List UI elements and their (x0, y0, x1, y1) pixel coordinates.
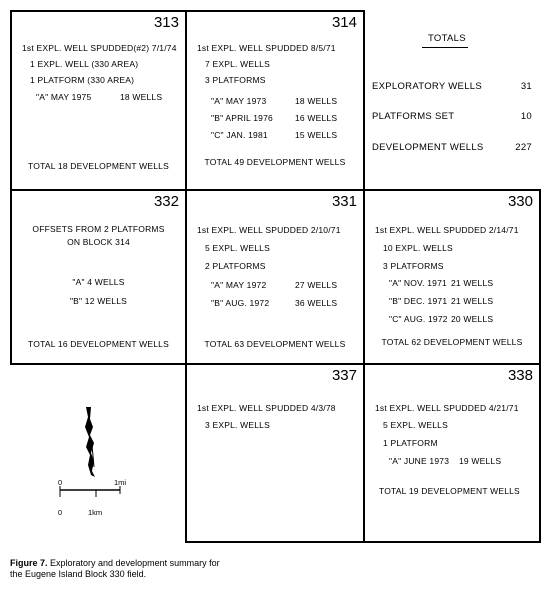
block-314 (185, 10, 365, 191)
scale-mi-end: 1mi (114, 478, 127, 487)
platform-date: "B" DEC. 1971 (389, 296, 448, 306)
platform-wells: 15 WELLS (295, 130, 338, 140)
platform-wells: 19 WELLS (459, 456, 502, 466)
platform-row (211, 298, 337, 308)
totals-value: 227 (515, 142, 532, 153)
totals-row (372, 111, 532, 122)
development-total: TOTAL 63 DEVELOPMENT WELLS (204, 339, 346, 349)
block-number: 332 (153, 193, 179, 210)
platform-row (389, 314, 493, 324)
platform-date: "A" MAY 1973 (211, 96, 267, 106)
expl-wells-text: 5 EXPL. WELLS (205, 243, 270, 253)
platforms-text: 1 PLATFORM (330 AREA) (30, 75, 135, 85)
totals-value: 10 (520, 111, 532, 122)
platform-wells: 27 WELLS (295, 280, 338, 290)
block-332 (10, 189, 187, 365)
platform-row (389, 278, 493, 288)
platform-wells: 20 WELLS (451, 314, 494, 324)
block-number: 331 (331, 193, 357, 210)
totals-label: EXPLORATORY WELLS (372, 81, 482, 92)
scale-mi-zero: 0 (58, 478, 63, 487)
caption-text-line1: Exploratory and development summary for (47, 558, 220, 568)
development-total: TOTAL 49 DEVELOPMENT WELLS (204, 157, 346, 167)
totals-label: DEVELOPMENT WELLS (372, 142, 484, 153)
first-well-text: 1st EXPL. WELL SPUDDED 8/5/71 (197, 43, 336, 53)
totals-title: TOTALS (428, 33, 466, 44)
platform-wells: 16 WELLS (295, 113, 338, 123)
platforms-text: 2 PLATFORMS (205, 261, 266, 271)
development-total: TOTAL 18 DEVELOPMENT WELLS (28, 161, 169, 171)
platform-wells: 21 WELLS (451, 296, 494, 306)
platform-row (36, 92, 162, 102)
platform-row (211, 130, 337, 140)
development-total: TOTAL 19 DEVELOPMENT WELLS (379, 486, 520, 496)
totals-label: PLATFORMS SET (372, 111, 455, 122)
platform-date: "B" AUG. 1972 (211, 298, 270, 308)
totals-underline (422, 47, 468, 48)
platform-date: "B" APRIL 1976 (211, 113, 273, 123)
first-well-text: 1st EXPL. WELL SPUDDED 2/14/71 (375, 225, 519, 235)
north-arrow-icon (50, 405, 140, 525)
first-well-text: 1st EXPL. WELL SPUDDED(#2) 7/1/74 (22, 43, 177, 53)
platform-wells: 36 WELLS (295, 298, 338, 308)
block-number: 338 (507, 367, 533, 384)
offsets-text: OFFSETS FROM 2 PLATFORMS (32, 224, 165, 234)
offsets-source-text: ON BLOCK 314 (67, 237, 130, 247)
platform-wells: 21 WELLS (451, 278, 494, 288)
platform-row (211, 96, 337, 106)
platform-date: "C" JAN. 1981 (211, 130, 268, 140)
expl-wells-text: 3 EXPL. WELLS (205, 420, 270, 430)
offset-row: "B" 12 WELLS (69, 296, 128, 306)
platform-date: "A" MAY 1972 (211, 280, 267, 290)
totals-row (372, 142, 532, 153)
expl-wells-text: 10 EXPL. WELLS (383, 243, 453, 253)
first-well-text: 1st EXPL. WELL SPUDDED 4/21/71 (375, 403, 519, 413)
block-313 (10, 10, 187, 191)
first-well-text: 1st EXPL. WELL SPUDDED 4/3/78 (197, 403, 336, 413)
totals-value: 31 (520, 81, 532, 92)
block-338 (363, 363, 541, 543)
development-total: TOTAL 62 DEVELOPMENT WELLS (381, 337, 523, 347)
totals-panel (366, 10, 546, 180)
scale-and-north-arrow (50, 405, 140, 525)
platform-wells: 18 WELLS (295, 96, 338, 106)
platforms-text: 1 PLATFORM (383, 438, 438, 448)
first-well-text: 1st EXPL. WELL SPUDDED 2/10/71 (197, 225, 341, 235)
scale-km-end: 1km (88, 508, 103, 517)
expl-wells-text: 5 EXPL. WELLS (383, 420, 448, 430)
block-337 (185, 363, 365, 543)
platform-row (389, 296, 493, 306)
figure-caption (10, 558, 220, 580)
development-total: TOTAL 16 DEVELOPMENT WELLS (28, 339, 169, 349)
block-number: 313 (153, 14, 179, 31)
caption-text-line2: the Eugene Island Block 330 field. (10, 569, 147, 579)
platform-row (211, 113, 337, 123)
block-331 (185, 189, 365, 365)
platform-date: "C" AUG. 1972 (389, 314, 448, 324)
block-number: 314 (331, 14, 357, 31)
platforms-text: 3 PLATFORMS (383, 261, 444, 271)
expl-wells-text: 1 EXPL. WELL (330 AREA) (30, 59, 139, 69)
platform-date: "A" NOV. 1971 (389, 278, 447, 288)
platform-wells: 18 WELLS (120, 92, 163, 102)
platform-row (211, 280, 337, 290)
caption-label: Figure 7. (10, 558, 48, 568)
scale-km-zero: 0 (58, 508, 63, 517)
block-330 (363, 189, 541, 365)
block-number: 337 (331, 367, 357, 384)
expl-wells-text: 7 EXPL. WELLS (205, 59, 270, 69)
totals-row (372, 81, 532, 92)
platform-date: "A" JUNE 1973 (389, 456, 450, 466)
platforms-text: 3 PLATFORMS (205, 75, 266, 85)
offset-row: "A" 4 WELLS (72, 277, 125, 287)
platform-row (389, 456, 501, 466)
platform-date: "A" MAY 1975 (36, 92, 92, 102)
block-number: 330 (507, 193, 533, 210)
